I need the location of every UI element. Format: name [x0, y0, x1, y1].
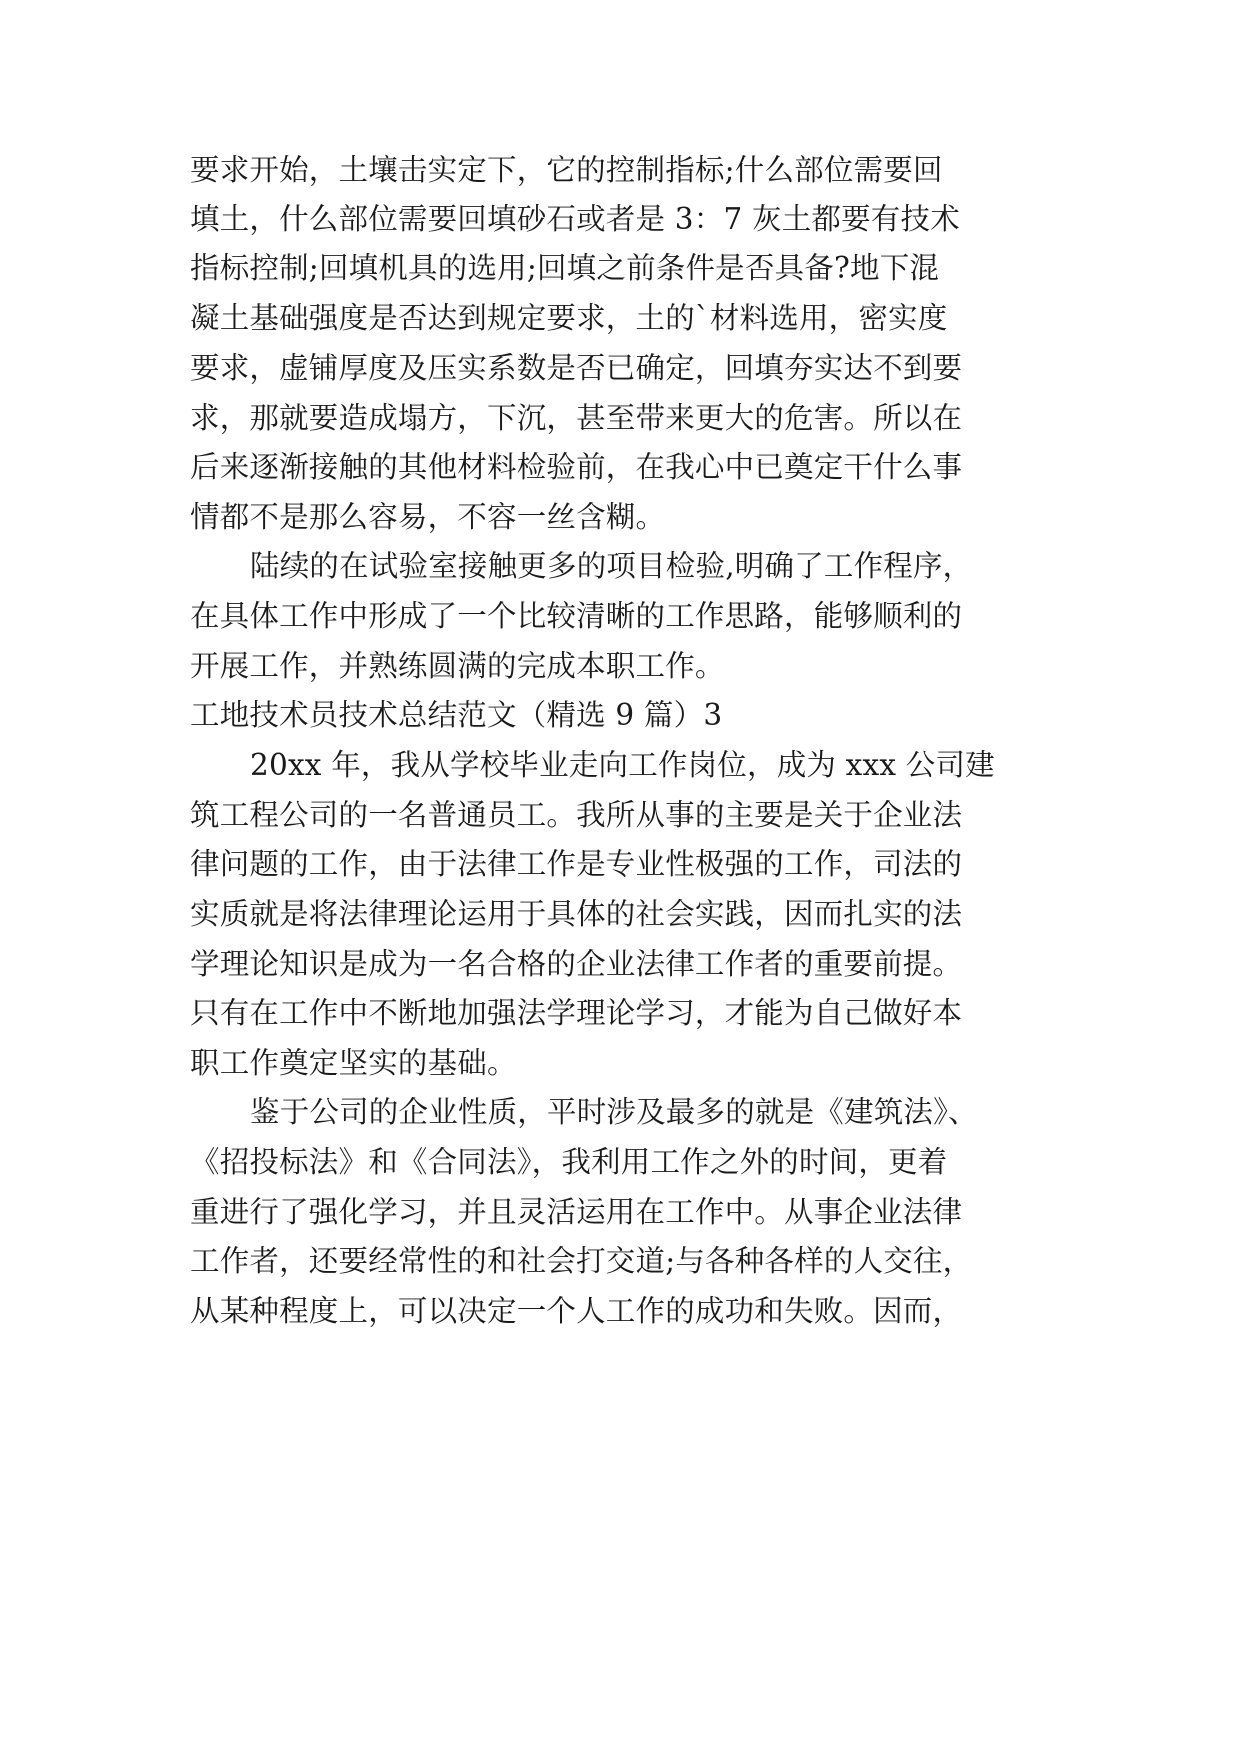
text-line: 工作者，还要经常性的和社会打交道;与各种各样的人交往，	[190, 1244, 973, 1278]
text-line: 求，那就要造成塌方，下沉，甚至带来更大的危害。所以在	[190, 401, 963, 435]
text-line: 填土，什么部位需要回填砂石或者是 3：7 灰土都要有技术	[190, 202, 960, 236]
text-line: 筑工程公司的一名普通员工。我所从事的主要是关于企业法	[190, 798, 963, 832]
paragraph-first-line: 20xx 年，我从学校毕业走向工作岗位，成为 xxx 公司建	[250, 748, 995, 782]
text-line: 学理论知识是成为一名合格的企业法律工作者的重要前提。	[190, 947, 963, 981]
text-line: 在具体工作中形成了一个比较清晰的工作思路，能够顺利的	[190, 599, 963, 633]
paragraph-first-line: 鉴于公司的企业性质，平时涉及最多的就是《建筑法》、	[250, 1095, 978, 1129]
text-line: 指标控制;回填机具的选用;回填之前条件是否具备?地下混	[190, 251, 940, 285]
text-line: 重进行了强化学习，并且灵活运用在工作中。从事企业法律	[190, 1195, 963, 1229]
text-line: 后来逐渐接触的其他材料检验前，在我心中已奠定干什么事	[190, 450, 963, 484]
text-line: 律问题的工作，由于法律工作是专业性极强的工作，司法的	[190, 847, 963, 881]
text-line: 要求开始，土壤击实定下，它的控制指标;什么部位需要回	[190, 153, 943, 187]
text-line: 凝土基础强度是否达到规定要求，土的`材料选用，密实度	[190, 301, 948, 335]
text-line: 只有在工作中不断地加强法学理论学习，才能为自己做好本	[190, 996, 963, 1030]
section-heading: 工地技术员技术总结范文（精选 9 篇）3	[190, 698, 723, 732]
text-line: 从某种程度上，可以决定一个人工作的成功和失败。因而，	[190, 1294, 963, 1328]
text-line: 《招投标法》和《合同法》，我利用工作之外的时间，更着	[190, 1145, 948, 1179]
text-line: 情都不是那么容易，不容一丝含糊。	[190, 500, 666, 534]
text-line: 职工作奠定坚实的基础。	[190, 1046, 517, 1080]
text-line: 要求，虚铺厚度及压实系数是否已确定，回填夯实达不到要	[190, 351, 963, 385]
paragraph-first-line: 陆续的在试验室接触更多的项目检验,明确了工作程序，	[250, 549, 973, 583]
text-line: 实质就是将法律理论运用于具体的社会实践，因而扎实的法	[190, 897, 963, 931]
text-line: 开展工作，并熟练圆满的完成本职工作。	[190, 649, 725, 683]
